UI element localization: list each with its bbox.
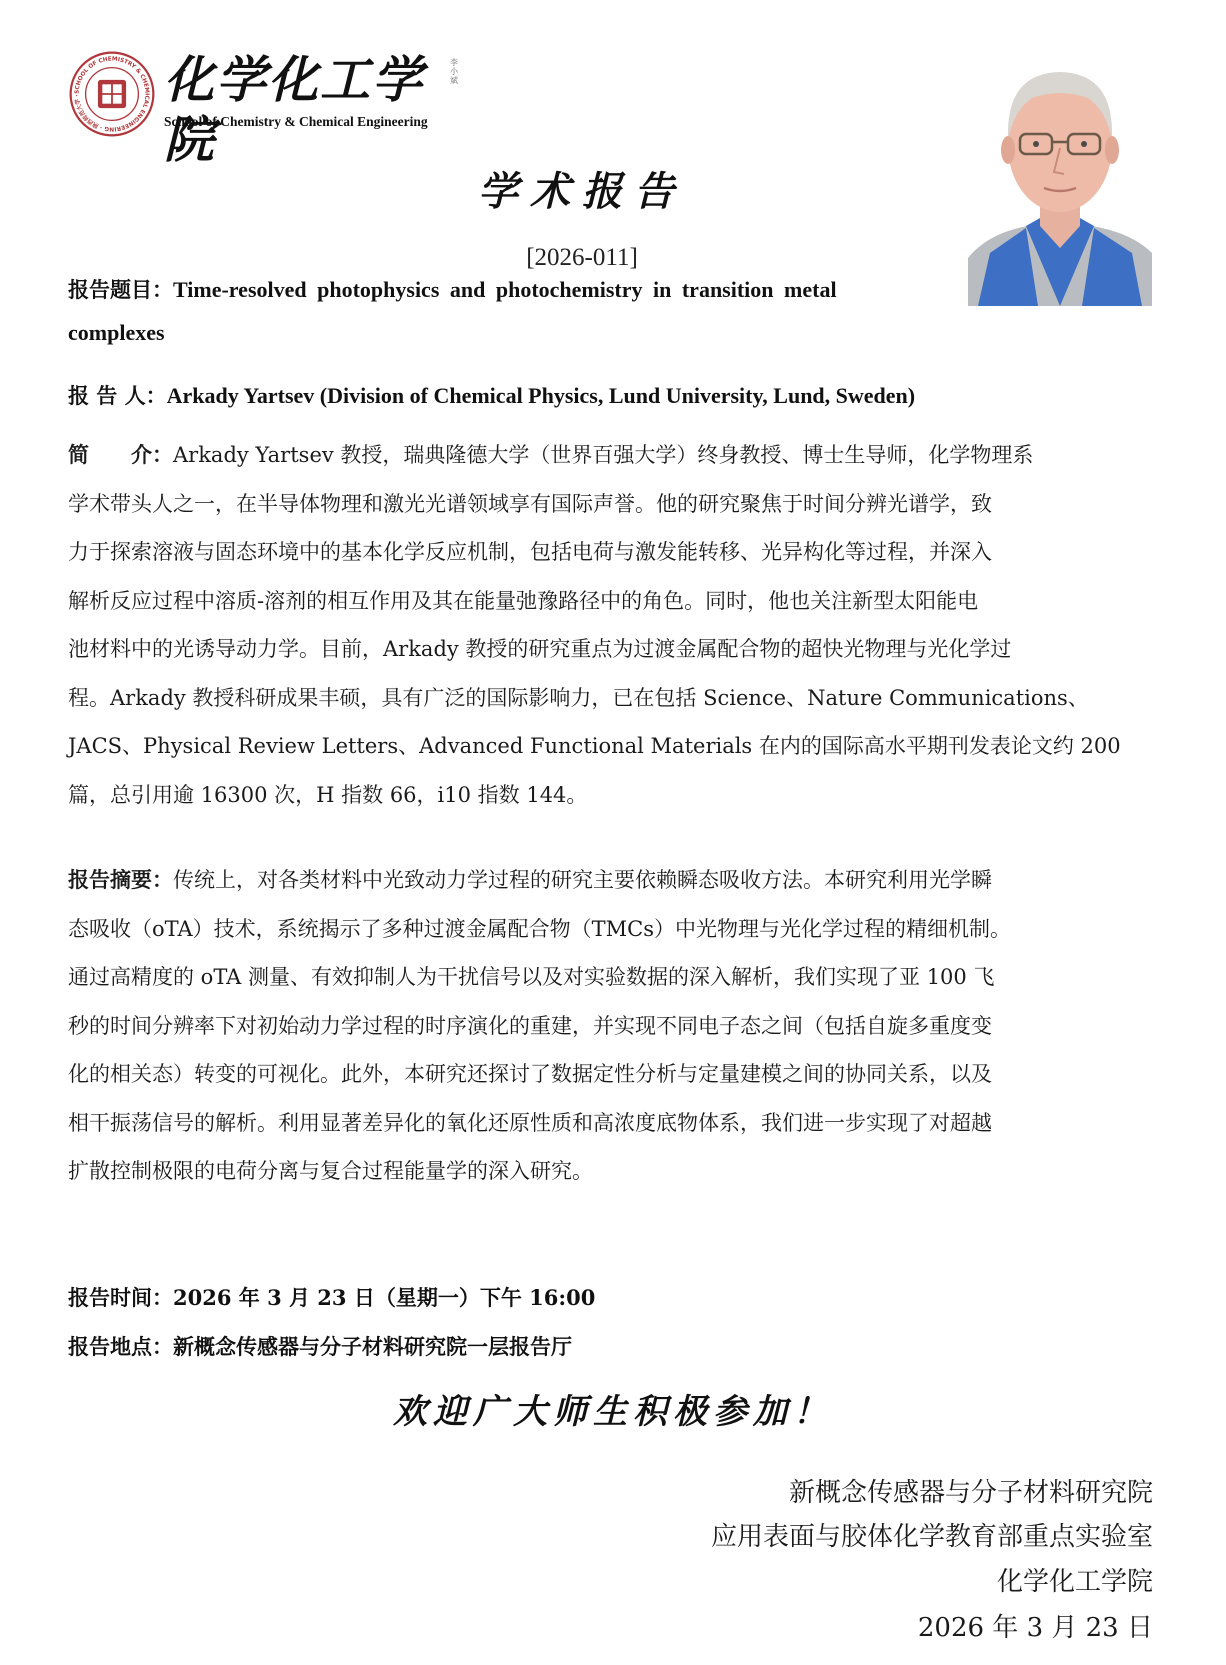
page-title: 学术报告 xyxy=(478,168,686,215)
topic-line2: complexes xyxy=(68,320,165,345)
school-seal-icon xyxy=(68,50,156,138)
bio-line: 力于探索溶液与固态环境中的基本化学反应机制，包括电荷与激发能转移、光异构化等过程，并深入 xyxy=(68,540,992,564)
time-row xyxy=(68,1282,595,1312)
school-name-cn: 化学化工学院 xyxy=(164,50,424,169)
school-logo xyxy=(68,48,468,169)
speaker-row xyxy=(68,380,915,410)
abstract-line: 相干振荡信号的解析。利用显著差异化的氧化还原性质和高浓度底物体系，我们进一步实现了对超越 xyxy=(68,1110,992,1135)
bio-label: 简 介： xyxy=(68,442,173,467)
abstract-line: 扩散控制极限的电荷分离与复合过程能量学的深入研究。 xyxy=(68,1159,593,1183)
bio-line: 篇，总引用逾 16300 次，H 指数 66，i10 指数 144。 xyxy=(68,782,588,807)
time-value: 2026 年 3 月 23 日（星期一）下午 16:00 xyxy=(173,1285,596,1310)
signature-date: 2026 年 3 月 23 日 xyxy=(917,1613,1153,1643)
abstract-line: 通过高精度的 oTA 测量、有效抑制人为干扰信号以及对实验数据的深入解析，我们实现了亚 100 飞 xyxy=(68,965,995,989)
speaker-name: Arkady Yartsev (Division of Chemical Physics, Lund University, Lund, Sweden) xyxy=(166,383,916,408)
bio-line: 学术带头人之一，在半导体物理和激光光谱领域享有国际声誉。他的研究聚焦于时间分辨光谱学，致 xyxy=(68,491,992,516)
place-label: 报告地点： xyxy=(68,1334,173,1359)
report-code: [2026-011] xyxy=(526,244,638,271)
topic-row xyxy=(68,274,837,304)
school-name-en: School of Chemistry & Chemical Engineering xyxy=(164,114,428,129)
signature-org3: 化学化工学院 xyxy=(996,1567,1153,1597)
place-row xyxy=(68,1331,572,1361)
abstract-line: 秒的时间分辨率下对初始动力学过程的时序演化的重建，并实现不同电子态之间（包括自旋多重度变 xyxy=(68,1013,992,1038)
topic-label: 报告题目： xyxy=(68,277,173,302)
bio-paragraph xyxy=(68,431,1155,819)
signature-org2: 应用表面与胶体化学教育部重点实验室 xyxy=(710,1522,1153,1552)
logo-signature: 李小斌 xyxy=(450,58,458,85)
place-value: 新概念传感器与分子材料研究院一层报告厅 xyxy=(173,1334,572,1359)
bio-line: JACS、Physical Review Letters、Advanced Functional Materials 在内的国际高水平期刊发表论文约 200 xyxy=(68,734,1121,758)
abstract-paragraph xyxy=(68,856,1155,1196)
seal-ring-text: SCHOOL OF CHEMISTRY & CHEMICAL ENGINEERING · 陕西师范大学 · xyxy=(74,56,150,132)
abstract-line: 化的相关态）转变的可视化。此外，本研究还探讨了数据定性分析与定量建模之间的协同关系，以及 xyxy=(68,1062,992,1086)
abstract-line: 传统上，对各类材料中光致动力学过程的研究主要依赖瞬态吸收方法。本研究利用光学瞬 xyxy=(173,868,992,892)
time-label: 报告时间： xyxy=(68,1285,173,1310)
bio-line: 程。Arkady 教授科研成果丰硕，具有广泛的国际影响力，已在包括 Science、Nature Communications、 xyxy=(68,685,1089,710)
abstract-line: 态吸收（oTA）技术，系统揭示了多种过渡金属配合物（TMCs）中光物理与光化学过程的精细机制。 xyxy=(68,916,1012,941)
welcome-banner: 欢迎广大师生积极参加！ xyxy=(393,1392,833,1432)
bio-line: Arkady Yartsev 教授，瑞典隆德大学（世界百强大学）终身教授、博士生导师，化学物理系 xyxy=(173,443,1034,467)
abstract-label: 报告摘要： xyxy=(68,867,173,892)
speaker-label: 报 告 人： xyxy=(68,383,167,408)
bio-line: 解析反应过程中溶质-溶剂的相互作用及其在能量弛豫路径中的角色。同时，他也关注新型太阳能电 xyxy=(68,588,979,613)
bio-line: 池材料中的光诱导动力学。目前，Arkady 教授的研究重点为过渡金属配合物的超快光物理与光化学过 xyxy=(68,637,1012,661)
topic-line1: Time-resolved photophysics and photochemistry in transition metal xyxy=(173,277,837,302)
signature-org1: 新概念传感器与分子材料研究院 xyxy=(788,1478,1153,1508)
